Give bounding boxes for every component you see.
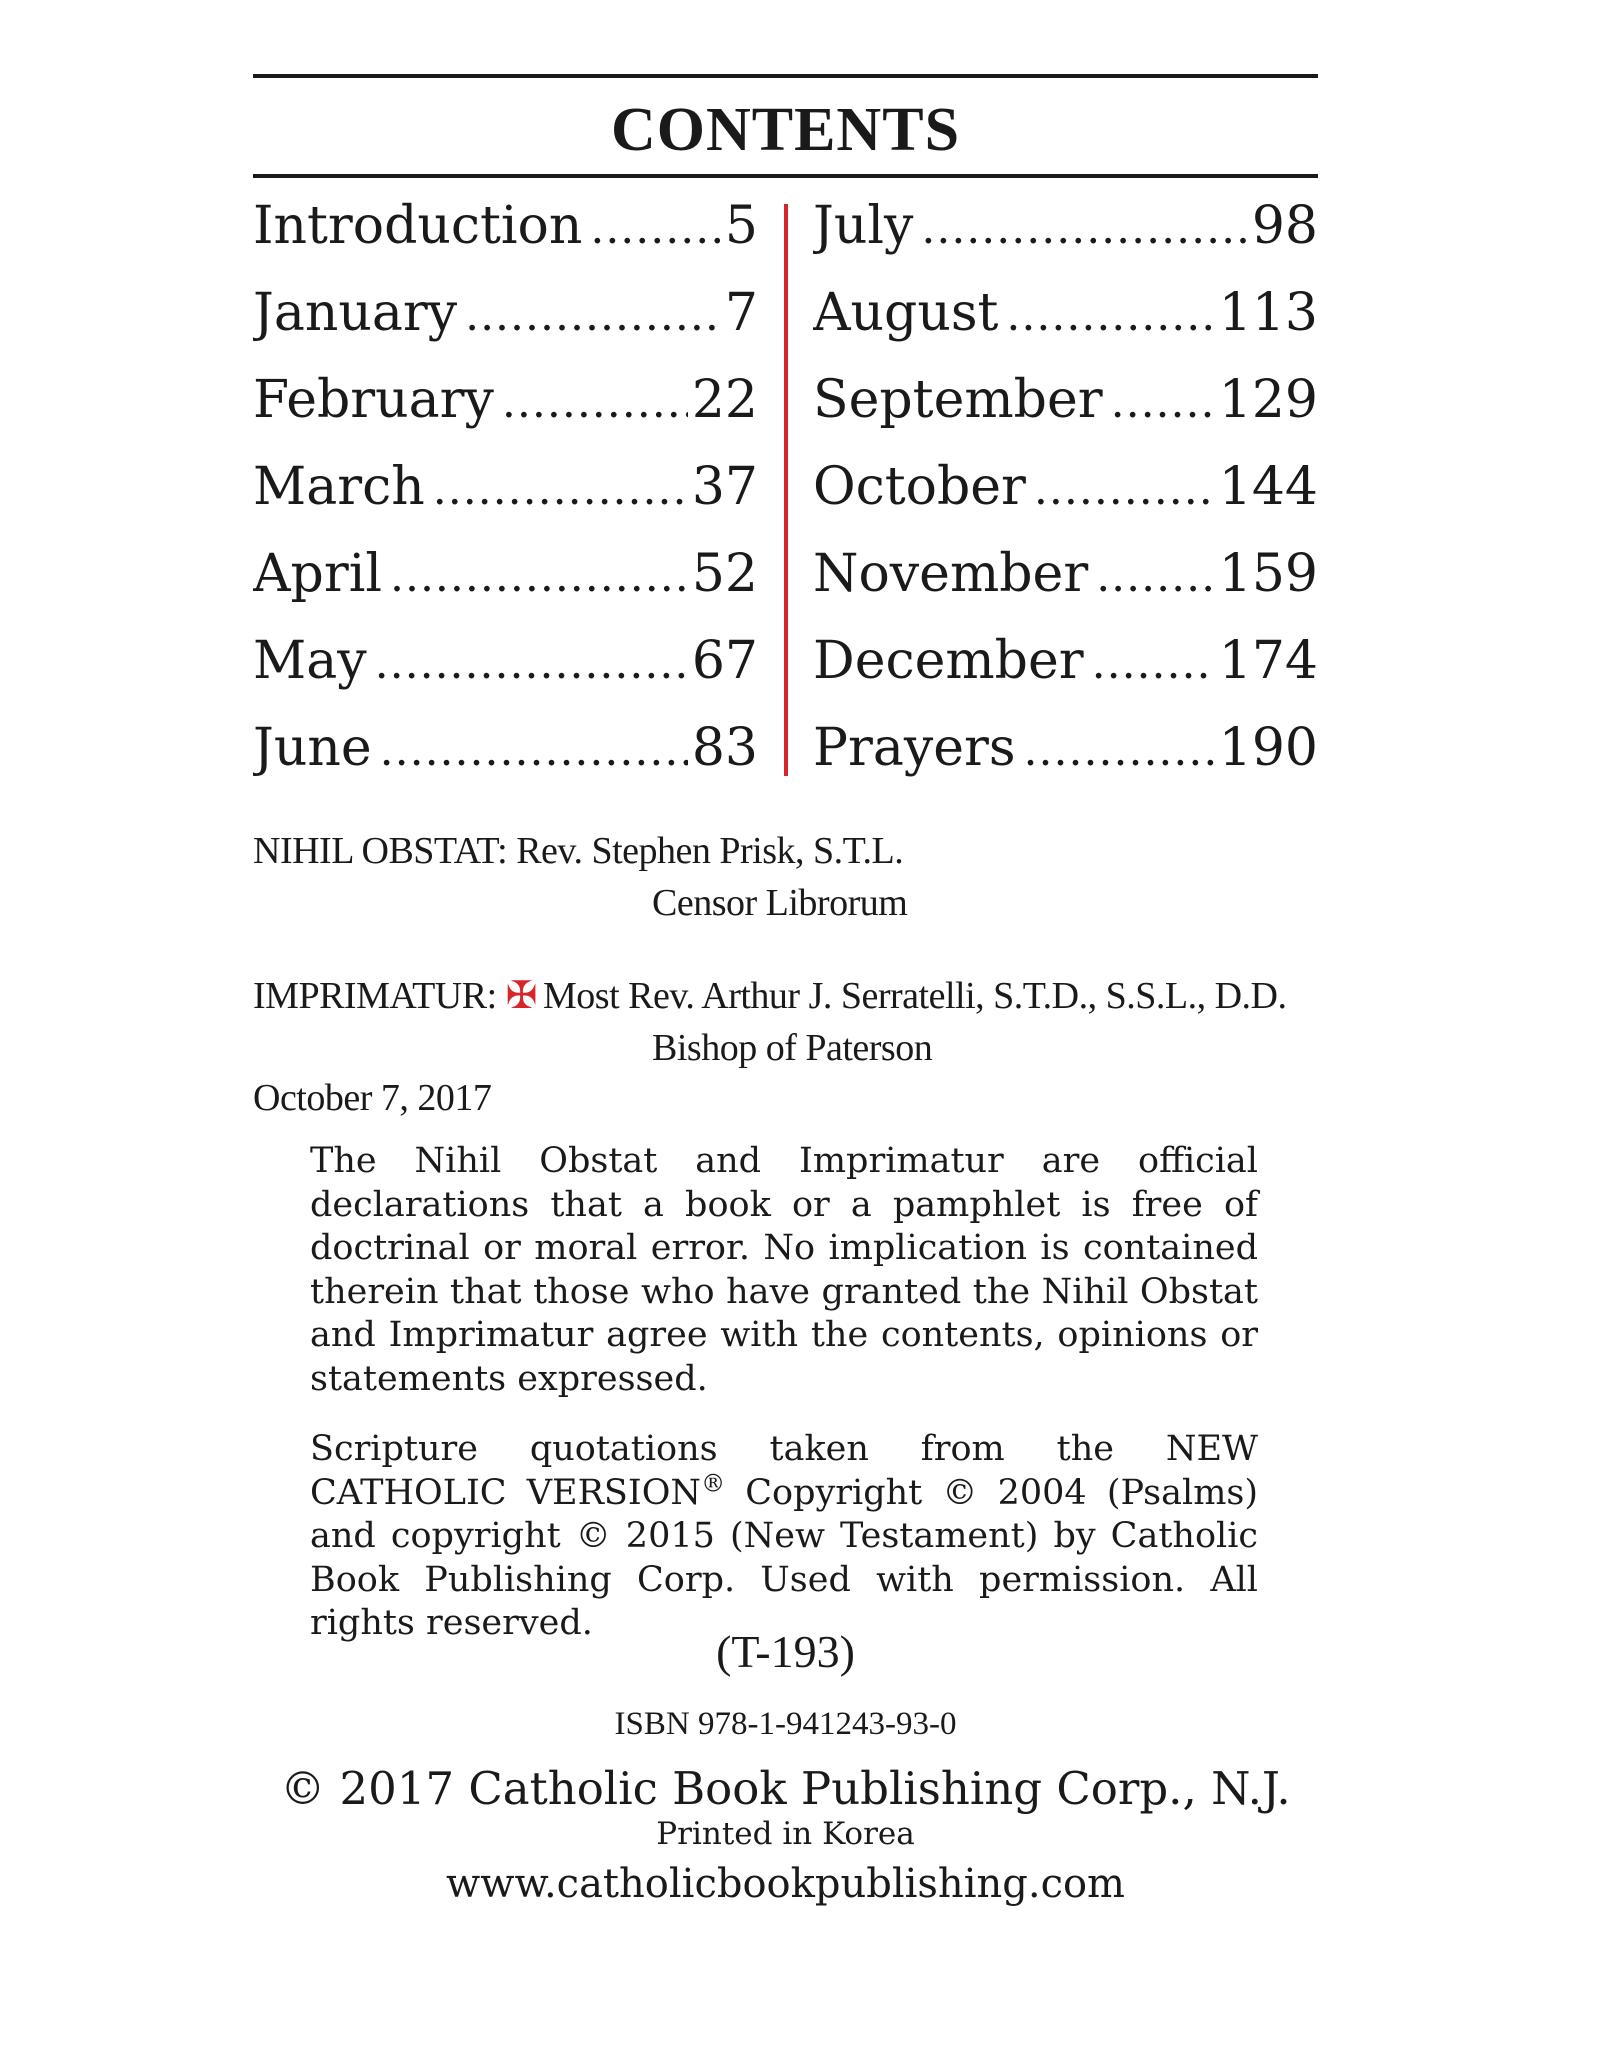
- registered-mark: ®: [701, 1468, 726, 1497]
- leader-dots: [1034, 454, 1215, 526]
- isbn: ISBN 978-1-941243-93-0: [614, 1706, 957, 1742]
- leader-dots: [1092, 628, 1215, 700]
- toc-entry-april: April ..... 52: [253, 538, 758, 625]
- copyright-line: © 2017 Catholic Book Publishing Corp., N.J.: [280, 1762, 1291, 1815]
- toc-entry-july: July ..... 98: [813, 190, 1318, 277]
- toc-entry-introduction: Introduction ..... 5: [253, 190, 758, 277]
- nihil-obstat-line: NIHIL OBSTAT: Rev. Stephen Prisk, S.T.L.: [253, 830, 904, 872]
- website-link[interactable]: www.catholicbookpublishing.com: [446, 1861, 1125, 1907]
- printed-in: Printed in Korea: [656, 1816, 915, 1852]
- toc-entry-february: February ..... 22: [253, 364, 758, 451]
- toc-left-column: [253, 190, 758, 799]
- toc-entry-october: October ..... 144: [813, 451, 1318, 538]
- toc-entry-prayers: Prayers ..... 190: [813, 712, 1318, 799]
- toc-right-column: [813, 190, 1318, 799]
- toc-entry-november: November ..... 159: [813, 538, 1318, 625]
- leader-dots: [1024, 715, 1215, 787]
- leader-dots: [465, 280, 721, 352]
- scripture-paragraph: Scripture quotations taken from the NEW CATHOLIC VERSION® Copyright © 2004 (Psalms) and copyright © 2015 (New Testament) by Catholic Book Publishing Corp. Used with permission. All rights reserved.: [310, 1429, 1258, 1643]
- bishop-name: Most Rev. Arthur J. Serratelli, S.T.D., S.S.L., D.D.: [543, 975, 1287, 1017]
- leader-dots: [390, 541, 688, 613]
- imprimatur-label: IMPRIMATUR:: [253, 975, 497, 1017]
- product-code: (T-193): [716, 1626, 855, 1677]
- page-title: CONTENTS: [610, 96, 961, 164]
- leader-dots: [1111, 367, 1215, 439]
- imprimatur-date: October 7, 2017: [253, 1077, 492, 1119]
- toc-entry-june: June ..... 83: [253, 712, 758, 799]
- toc-entry-september: September ..... 129: [813, 364, 1318, 451]
- leader-dots: [1006, 280, 1214, 352]
- leader-dots: [590, 193, 721, 265]
- toc-entry-december: December ..... 174: [813, 625, 1318, 712]
- top-rule: [253, 74, 1318, 78]
- leader-dots: [921, 193, 1247, 265]
- toc-entry-march: March ..... 37: [253, 451, 758, 538]
- toc-entry-august: August ..... 113: [813, 277, 1318, 364]
- bishop-title: Bishop of Paterson: [652, 1027, 933, 1069]
- leader-dots: [375, 628, 688, 700]
- toc-entry-may: May ..... 67: [253, 625, 758, 712]
- toc-entry-january: January ..... 7: [253, 277, 758, 364]
- imprimatur-line: [253, 970, 1286, 1022]
- leader-dots: [502, 367, 688, 439]
- leader-dots: [433, 454, 688, 526]
- leader-dots: [380, 715, 688, 787]
- censor-title: Censor Librorum: [652, 882, 908, 924]
- column-divider: [784, 204, 788, 776]
- cross-icon: ✠: [505, 975, 537, 1017]
- bottom-rule: [253, 174, 1318, 178]
- declaration-paragraph: The Nihil Obstat and Imprimatur are official declarations that a book or a pamphlet is free of doctrinal or moral error. No implication is contained therein that those who have granted the Nihil Obstat and Imprimatur agree with the contents, opinions or statements expressed.: [310, 1141, 1258, 1399]
- leader-dots: [1096, 541, 1215, 613]
